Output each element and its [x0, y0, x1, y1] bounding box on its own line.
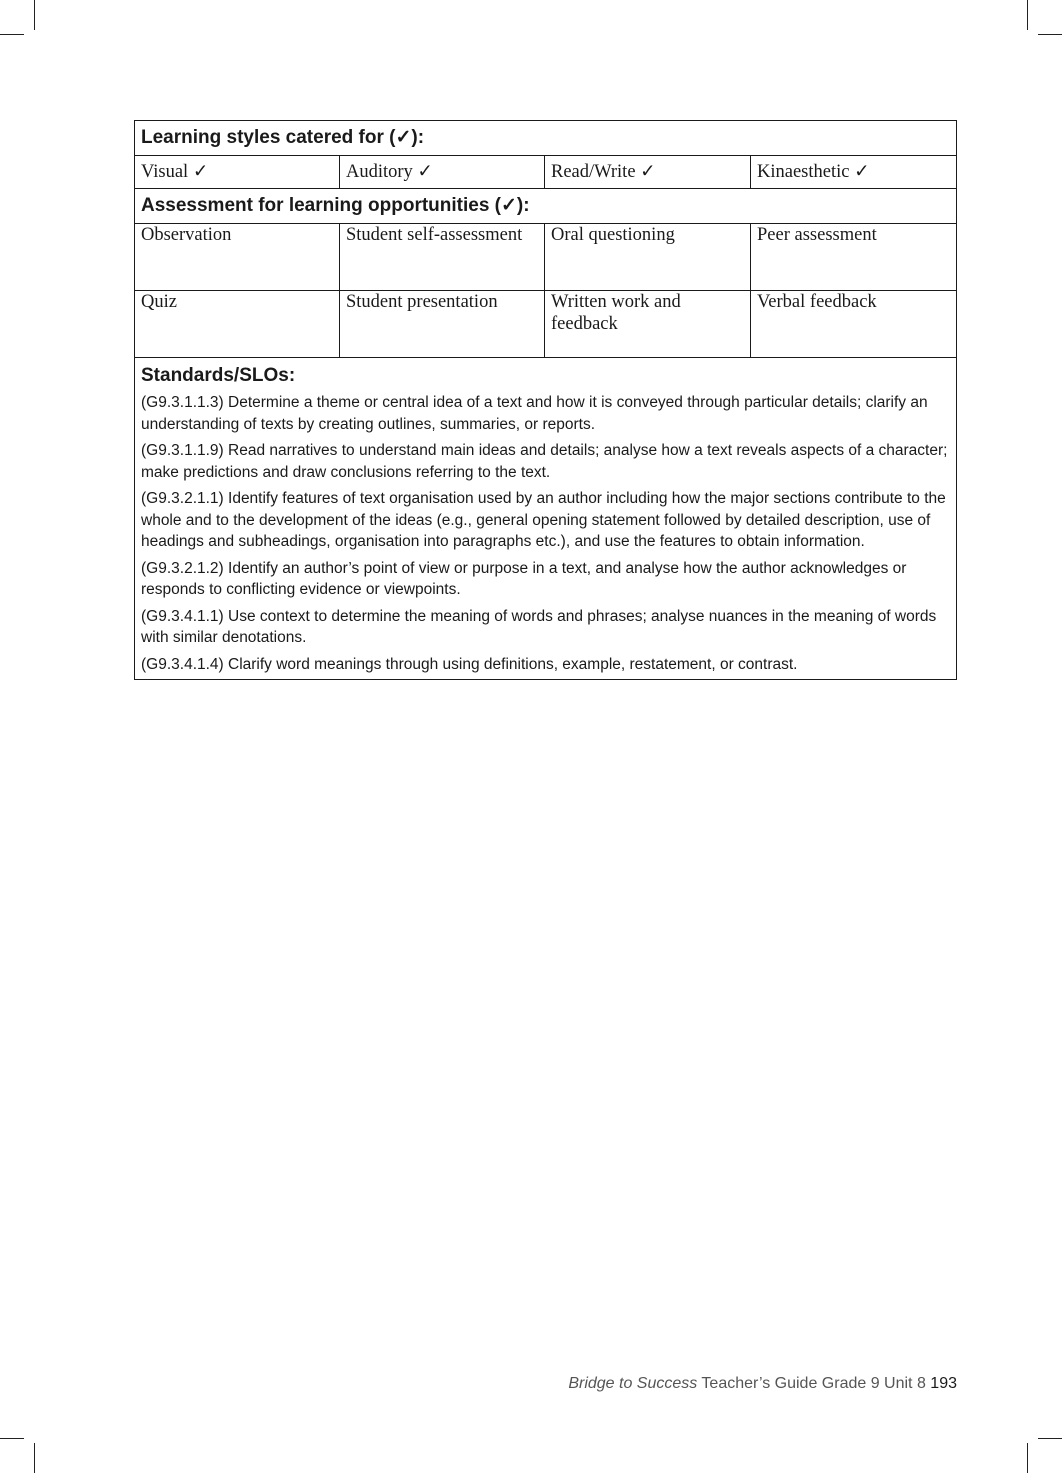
learning-style-auditory: Auditory ✓ — [340, 156, 545, 189]
learning-style-visual: Visual ✓ — [135, 156, 340, 189]
crop-mark — [0, 34, 24, 35]
learning-style-kinaesthetic: Kinaesthetic ✓ — [751, 156, 957, 189]
standards-section — [135, 358, 957, 680]
standards-heading: Standards/SLOs: — [141, 365, 296, 386]
assessment-cell: Written work and feedback — [545, 291, 751, 358]
assessment-cell: Observation — [135, 224, 340, 291]
footer-series-title: Bridge to Success — [568, 1375, 698, 1392]
assessment-cell: Student presentation — [340, 291, 545, 358]
learning-styles-row — [135, 156, 957, 189]
standard-item: (G9.3.4.1.1) Use context to determine the meaning of words and phrases; analyse nuances in the meaning of words with similar denotations. — [141, 607, 937, 646]
assessment-row — [135, 291, 957, 358]
page-number: 193 — [930, 1375, 957, 1392]
crop-mark — [34, 0, 35, 30]
crop-mark — [1027, 1443, 1028, 1473]
learning-styles-heading: Learning styles catered for (✓): — [135, 121, 957, 156]
standard-item: (G9.3.1.1.3) Determine a theme or central idea of a text and how it is conveyed through particular details; clarify an understanding of texts by creating outlines, summaries, or reports. — [141, 394, 928, 433]
crop-mark — [1038, 34, 1062, 35]
crop-mark — [34, 1443, 35, 1473]
standard-item: (G9.3.2.1.1) Identify features of text organisation used by an author including how the major sections contribute to the whole and to the development of the ideas (e.g., general opening statement followed by detailed description, use of headings and subheadings, organisation into paragraphs etc.), and use the features to obtain information. — [141, 490, 946, 550]
assessment-row — [135, 224, 957, 291]
assessment-cell: Verbal feedback — [751, 291, 957, 358]
standard-item: (G9.3.4.1.4) Clarify word meanings through using definitions, example, restatement, or contrast. — [141, 655, 798, 673]
assessment-cell: Quiz — [135, 291, 340, 358]
crop-mark — [0, 1438, 24, 1439]
assessment-cell: Oral questioning — [545, 224, 751, 291]
page-footer — [568, 1375, 957, 1393]
assessment-cell: Peer assessment — [751, 224, 957, 291]
standard-item: (G9.3.1.1.9) Read narratives to understand main ideas and details; analyse how a text reveals aspects of a character; make predictions and draw conclusions referring to the text. — [141, 442, 948, 481]
learning-style-read-write: Read/Write ✓ — [545, 156, 751, 189]
footer-guide-title: Teacher’s Guide Grade 9 Unit 8 — [701, 1375, 926, 1392]
lesson-plan-table — [134, 120, 957, 680]
assessment-cell: Student self-assessment — [340, 224, 545, 291]
crop-mark — [1027, 0, 1028, 30]
assessment-heading: Assessment for learning opportunities (✓): — [135, 189, 957, 224]
crop-mark — [1038, 1438, 1062, 1439]
standard-item: (G9.3.2.1.2) Identify an author’s point of view or purpose in a text, and analyse how the author acknowledges or responds to conflicting evidence or viewpoints. — [141, 559, 907, 598]
